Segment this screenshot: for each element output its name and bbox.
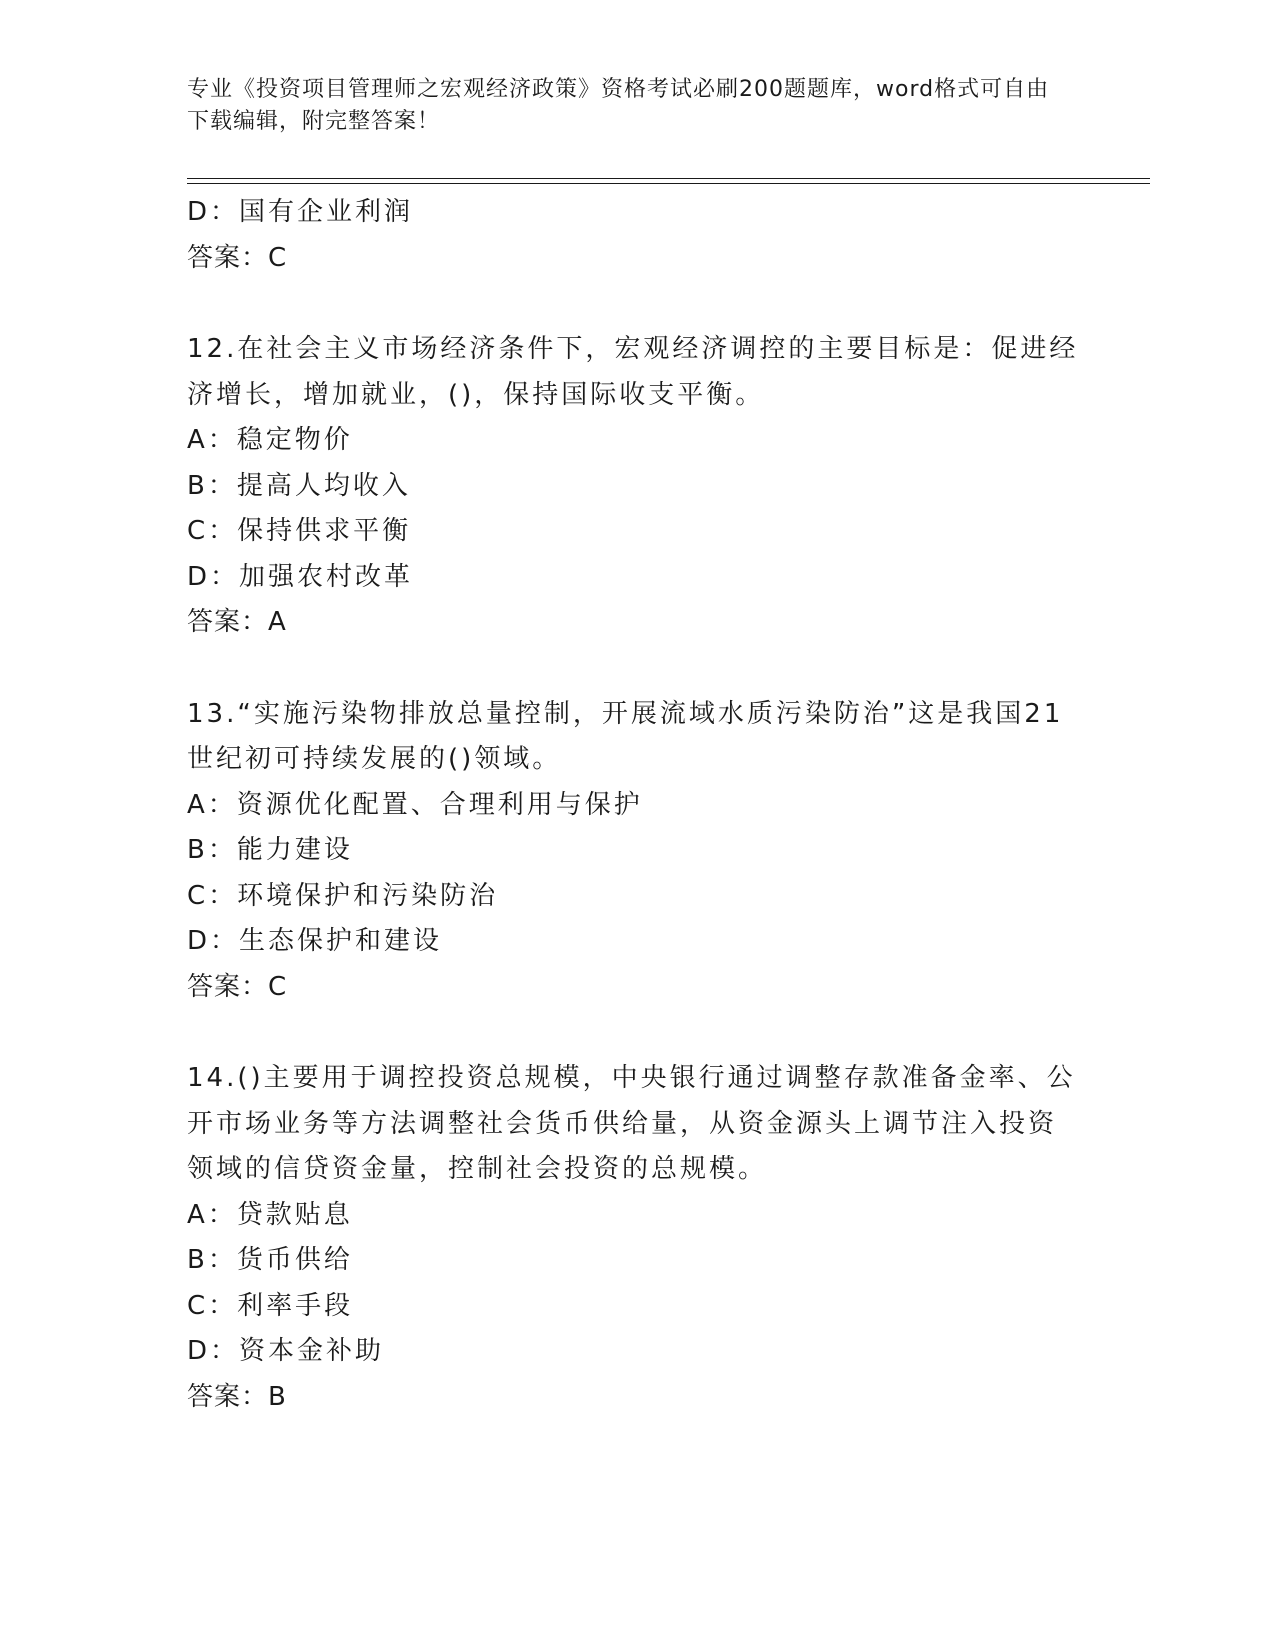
- spacer: [187, 281, 1087, 327]
- option-a: A：稳定物价: [187, 425, 353, 455]
- question-12: [187, 327, 1087, 646]
- answer: 答案：C: [187, 971, 288, 1002]
- question-text-line: 领域的信贷资金量，控制社会投资的总规模。: [187, 1154, 768, 1184]
- question-text-line: 济增长，增加就业，()，保持国际收支平衡。: [187, 379, 765, 410]
- option-d: D：生态保护和建设: [187, 926, 443, 956]
- option-d: D：国有企业利润: [187, 197, 414, 227]
- question-text-line: 世纪初可持续发展的()领域。: [187, 744, 562, 774]
- header-rule-top: [187, 178, 1150, 179]
- option-a: A：贷款贴息: [187, 1199, 353, 1230]
- header-rule-bottom: [187, 183, 1150, 184]
- answer: 答案：A: [187, 607, 287, 637]
- option-d: D：加强农村改革: [187, 561, 414, 592]
- option-c: C：环境保护和污染防治: [187, 880, 499, 911]
- option-a: A：资源优化配置、合理利用与保护: [187, 789, 643, 820]
- question-14: [187, 1056, 1087, 1420]
- question-13: [187, 692, 1087, 1011]
- question-text-line: 12.在社会主义市场经济条件下，宏观经济调控的主要目标是：促进经: [187, 334, 1079, 364]
- option-c: C：利率手段: [187, 1290, 354, 1321]
- option-d: D：资本金补助: [187, 1336, 385, 1366]
- question-text-line: 开市场业务等方法调整社会货币供给量，从资金源头上调节注入投资: [187, 1108, 1058, 1139]
- spacer: [187, 646, 1087, 692]
- answer: 答案：C: [187, 242, 288, 273]
- answer: 答案：B: [187, 1381, 287, 1412]
- spacer: [187, 1010, 1087, 1056]
- option-b: B：提高人均收入: [187, 470, 411, 501]
- document-header: 专业《投资项目管理师之宏观经济政策》资格考试必刷200题题库，word格式可自由下载编辑，附完整答案！: [187, 77, 1050, 134]
- option-b: B：货币供给: [187, 1245, 353, 1275]
- option-b: B：能力建设: [187, 835, 353, 865]
- question-text-line: 14.()主要用于调控投资总规模，中央银行通过调整存款准备金率、公: [187, 1063, 1076, 1093]
- question-body: [187, 190, 1087, 1420]
- option-c: C：保持供求平衡: [187, 516, 412, 546]
- question-text-line: 13.“实施污染物排放总量控制，开展流域水质污染防治”这是我国21: [187, 698, 1064, 729]
